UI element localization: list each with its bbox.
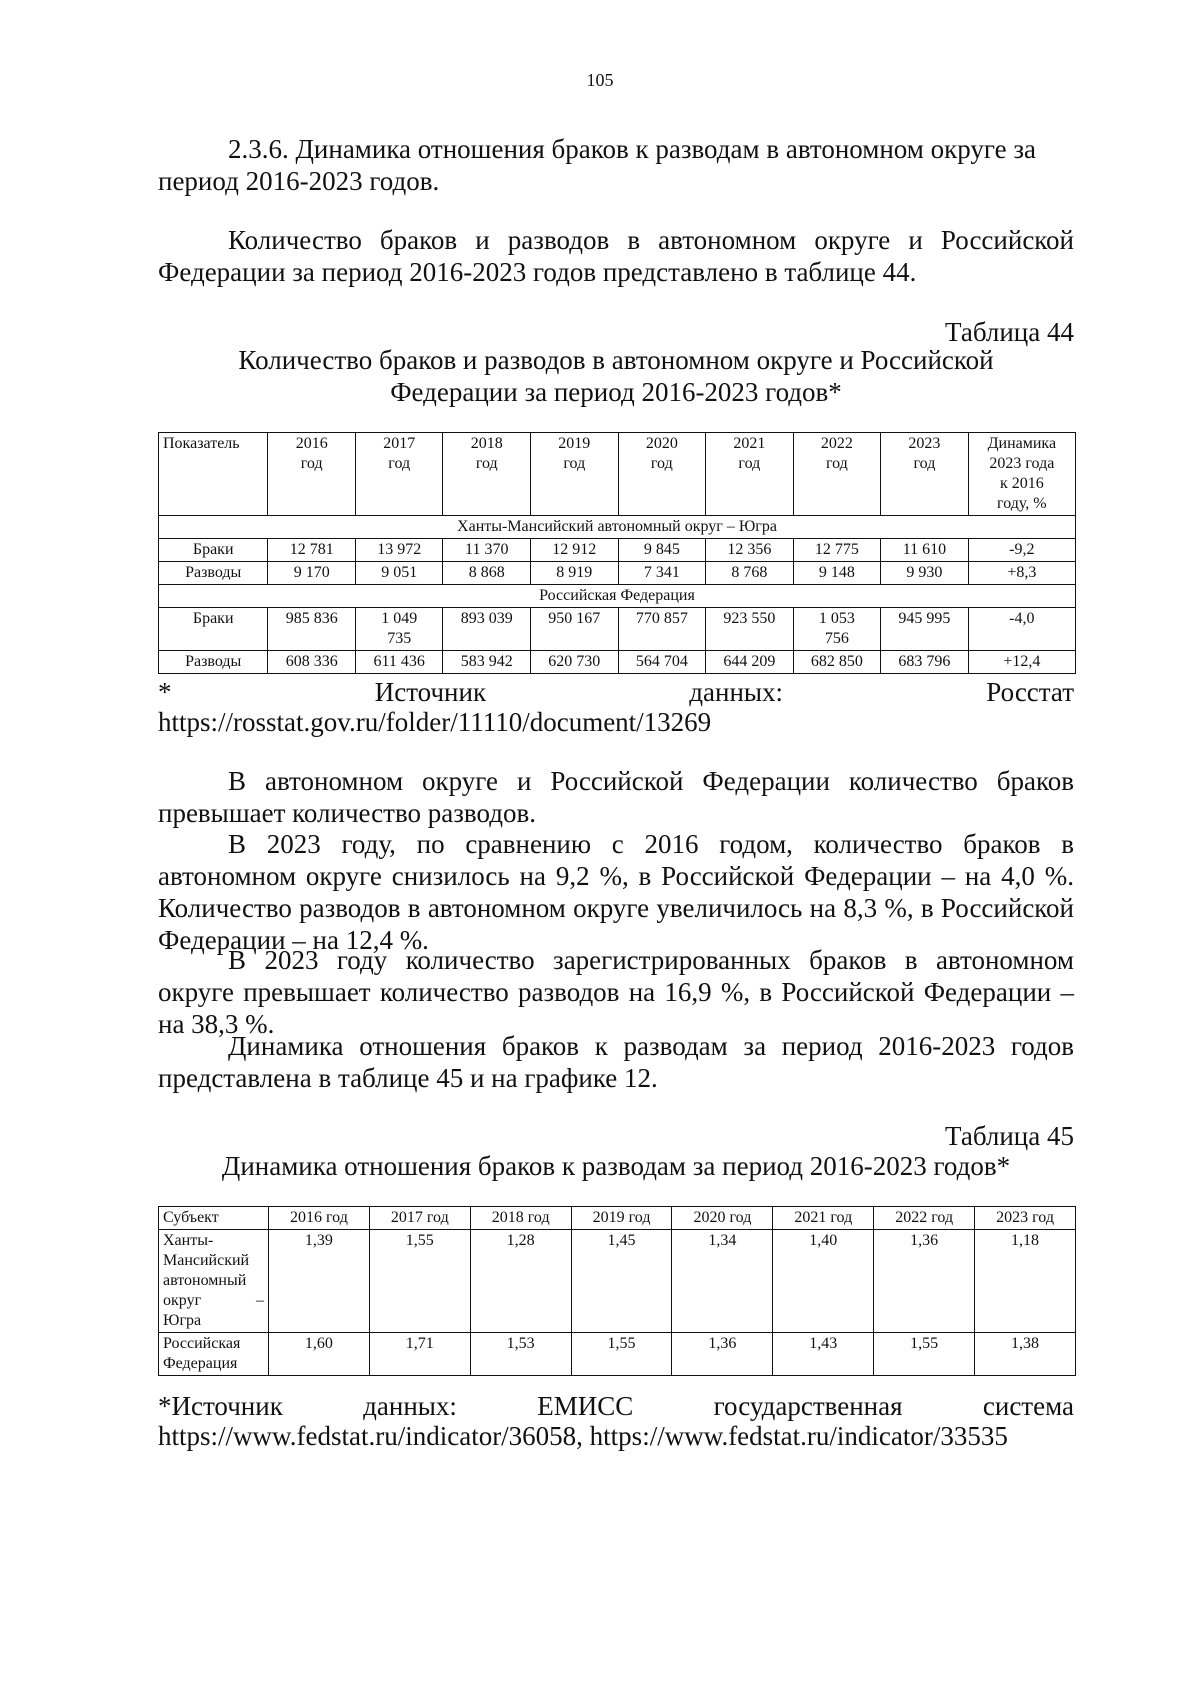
cell: 770 857 — [618, 608, 706, 651]
cell: 9 051 — [355, 562, 443, 585]
cell: 1,60 — [268, 1333, 369, 1376]
subject-khmao: Ханты- Мансийский автономный округ – Югра — [159, 1230, 269, 1333]
cell: 682 850 — [793, 651, 881, 674]
table-row — [159, 1230, 1076, 1333]
cell: 9 148 — [793, 562, 881, 585]
cell: -4,0 — [968, 608, 1075, 651]
cell: 9 845 — [618, 539, 706, 562]
header-2020: 2020 год — [672, 1207, 773, 1230]
table45-header-row — [159, 1207, 1076, 1230]
cell: 620 730 — [531, 651, 619, 674]
table-row — [159, 608, 1076, 651]
body-p2: В 2023 году, по сравнению с 2016 годом, количество браков в автономном округе снизилось на 9,2 %, в Российской Федерации – на 4,0 %. Количество разводов в автономном округе увеличилось на 8,3 %, в Российской Федерации – на 12,4 %. — [158, 829, 1074, 955]
cell: 11 610 — [881, 539, 969, 562]
source-word-4: государственная — [713, 1391, 903, 1421]
cell: 12 781 — [268, 539, 356, 562]
row-label: Браки — [159, 539, 268, 562]
cell: 1,28 — [470, 1230, 571, 1333]
body-p1-line-1: В автономном округе и Российской Федерации количество браков — [228, 766, 1074, 796]
body-p4: Динамика отношения браков к разводам за период 2016-2023 годов представлена в таблице 45 и на графике 12. — [158, 1031, 1074, 1093]
table44-header-row — [159, 433, 1076, 516]
cell: 564 704 — [618, 651, 706, 674]
source-word-1: Источник — [374, 677, 487, 707]
table44-source-line — [158, 676, 1074, 708]
cell: 9 930 — [881, 562, 969, 585]
table44-title-line-1: Количество браков и разводов в автономном округе и Российской — [238, 345, 994, 375]
cell: 12 775 — [793, 539, 881, 562]
row-label: Браки — [159, 608, 268, 651]
cell: +8,3 — [968, 562, 1075, 585]
header-indicator: Показатель — [159, 433, 268, 516]
cell: 12 912 — [531, 539, 619, 562]
cell: 1 053 756 — [793, 608, 881, 651]
header-2023: 2023 год — [975, 1207, 1076, 1230]
header-2018: 2018 год — [443, 433, 531, 516]
table-row — [159, 539, 1076, 562]
cell: 1,40 — [773, 1230, 874, 1333]
table44-region-row — [159, 516, 1076, 539]
header-2021: 2021 год — [706, 433, 794, 516]
cell: 8 919 — [531, 562, 619, 585]
cell: 11 370 — [443, 539, 531, 562]
source-word-5: система — [982, 1391, 1074, 1421]
cell: 683 796 — [881, 651, 969, 674]
cell: 945 995 — [881, 608, 969, 651]
table45-title: Динамика отношения браков к разводам за период 2016-2023 годов* — [221, 1151, 1011, 1181]
cell: 644 209 — [706, 651, 794, 674]
subject-rf: Российская Федерация — [159, 1333, 269, 1376]
cell: 1,45 — [571, 1230, 672, 1333]
cell: 8 868 — [443, 562, 531, 585]
cell: 893 039 — [443, 608, 531, 651]
table-row — [159, 1333, 1076, 1376]
table44-title-line-2: Федерации за период 2016-2023 годов* — [390, 377, 842, 407]
cell: 1,71 — [369, 1333, 470, 1376]
header-2022: 2022 год — [874, 1207, 975, 1230]
header-subject: Субъект — [159, 1207, 269, 1230]
header-dynamics: Динамика 2023 года к 2016 году, % — [968, 433, 1075, 516]
cell: -9,2 — [968, 539, 1075, 562]
cell: 1,18 — [975, 1230, 1076, 1333]
table44-source-url: https://rosstat.gov.ru/folder/11110/document/13269 — [158, 707, 712, 737]
header-2017: 2017 год — [369, 1207, 470, 1230]
header-2023: 2023 год — [881, 433, 969, 516]
body-p3: В 2023 году количество зарегистрированных браков в автономном округе превышает количество разводов на 16,9 %, в Российской Федерации – на 38,3 %. — [158, 945, 1074, 1039]
cell: 1,36 — [874, 1230, 975, 1333]
source-word-2: данных: — [363, 1391, 457, 1421]
cell: 1,43 — [773, 1333, 874, 1376]
header-2017: 2017 год — [355, 433, 443, 516]
cell: 985 836 — [268, 608, 356, 651]
cell: 12 356 — [706, 539, 794, 562]
section-heading-line-1: 2.3.6. Динамика отношения браков к разводам в автономном округе за — [228, 134, 1036, 164]
cell: 583 942 — [443, 651, 531, 674]
cell: 1 049 735 — [355, 608, 443, 651]
source-word-1: *Источник — [158, 1391, 283, 1421]
cell: 13 972 — [355, 539, 443, 562]
cell: 1,34 — [672, 1230, 773, 1333]
table45-source-line — [158, 1390, 1074, 1422]
intro-line-2: Федерации за период 2016-2023 годов представлено в таблице 44. — [158, 257, 917, 287]
source-word-3: Росстат — [986, 677, 1074, 707]
table45-source-urls: https://www.fedstat.ru/indicator/36058, https://www.fedstat.ru/indicator/33535 — [158, 1421, 1008, 1451]
source-word-3: ЕМИСС — [537, 1391, 634, 1421]
cell: 950 167 — [531, 608, 619, 651]
cell: 608 336 — [268, 651, 356, 674]
table-45 — [158, 1206, 1076, 1376]
region-khmao: Ханты-Мансийский автономный округ – Югра — [159, 516, 1076, 539]
cell: 923 550 — [706, 608, 794, 651]
cell: 1,55 — [874, 1333, 975, 1376]
cell: 1,55 — [369, 1230, 470, 1333]
table44-label: Таблица 44 — [945, 317, 1074, 347]
cell: +12,4 — [968, 651, 1075, 674]
cell: 611 436 — [355, 651, 443, 674]
table-44 — [158, 432, 1076, 674]
body-p1-line-2: превышает количество разводов. — [158, 798, 536, 828]
header-2019: 2019 год — [531, 433, 619, 516]
header-2020: 2020 год — [618, 433, 706, 516]
cell: 1,36 — [672, 1333, 773, 1376]
header-2016: 2016 год — [268, 1207, 369, 1230]
header-2022: 2022 год — [793, 433, 881, 516]
intro-line-1: Количество браков и разводов в автономном округе и Российской — [228, 225, 1074, 255]
section-heading-line-2: период 2016-2023 годов. — [158, 166, 440, 196]
header-2018: 2018 год — [470, 1207, 571, 1230]
row-label: Разводы — [159, 562, 268, 585]
cell: 1,55 — [571, 1333, 672, 1376]
cell: 9 170 — [268, 562, 356, 585]
header-2016: 2016 год — [268, 433, 356, 516]
source-star: * — [158, 677, 172, 707]
region-rf: Российская Федерация — [159, 585, 1076, 608]
page-number: 105 — [586, 70, 614, 90]
source-word-2: данных: — [689, 677, 784, 707]
cell: 1,38 — [975, 1333, 1076, 1376]
table-row — [159, 651, 1076, 674]
table45-label: Таблица 45 — [945, 1121, 1074, 1151]
cell: 8 768 — [706, 562, 794, 585]
cell: 7 341 — [618, 562, 706, 585]
header-2021: 2021 год — [773, 1207, 874, 1230]
table-row — [159, 562, 1076, 585]
cell: 1,53 — [470, 1333, 571, 1376]
table44-region-row — [159, 585, 1076, 608]
row-label: Разводы — [159, 651, 268, 674]
header-2019: 2019 год — [571, 1207, 672, 1230]
cell: 1,39 — [268, 1230, 369, 1333]
